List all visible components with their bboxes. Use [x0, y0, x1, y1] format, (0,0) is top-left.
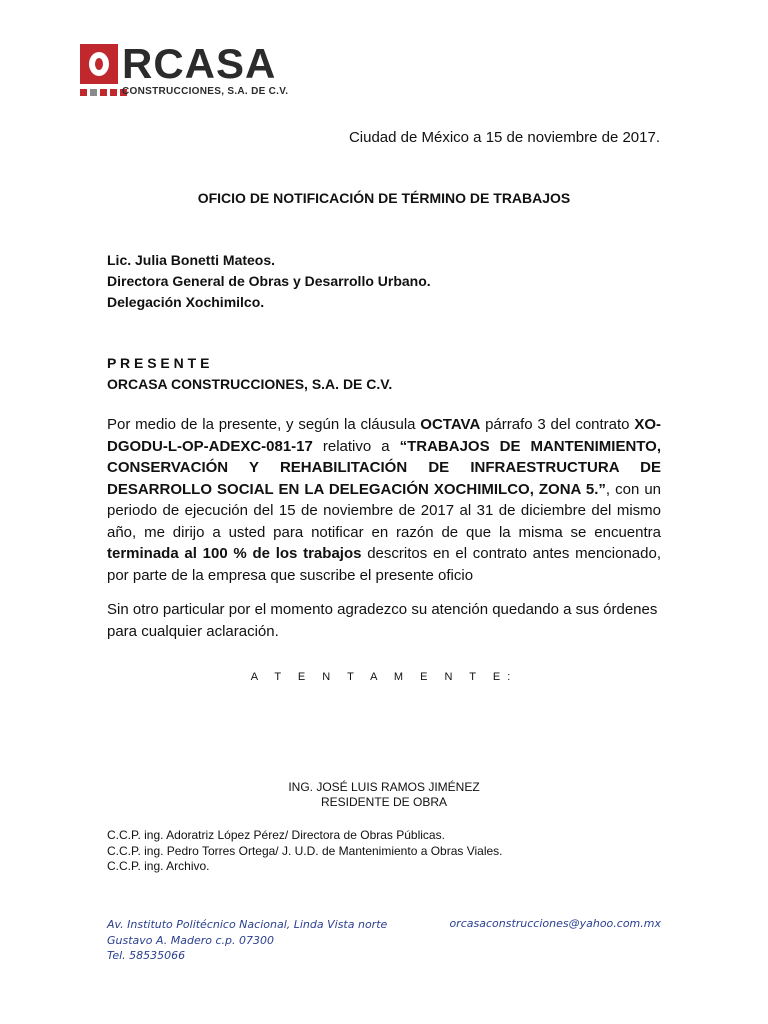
recipient-office: Delegación Xochimilco. [107, 294, 265, 310]
body-paragraph [107, 414, 661, 586]
recipient-position: Directora General de Obras y Desarrollo Urbano. [107, 273, 431, 289]
body-text-segment: párrafo 3 del contrato [480, 416, 635, 433]
ccp-list [107, 828, 503, 875]
footer-email: orcasaconstrucciones@yahoo.com.mx [449, 917, 661, 930]
footer-address-line1: Av. Instituto Politécnico Nacional, Linda Vista norte [107, 918, 388, 931]
signature-block [0, 780, 768, 810]
letter-date: Ciudad de México a 15 de noviembre de 2017. [348, 129, 660, 146]
atentamente-heading: A T E N T A M E N T E: [250, 671, 518, 683]
logo-subtitle: CONSTRUCCIONES, S.A. DE C.V. [122, 86, 289, 97]
logo-o-icon [80, 44, 118, 84]
recipient-block [107, 250, 431, 313]
presente-block [107, 353, 392, 395]
body-text-segment: , con un periodo de ejecución del 15 de noviembre de 2017 al 31 de diciembre del mismo año, me dirijo a usted para notificar en razón de que la misma se encuentra [107, 480, 662, 541]
recipient-name: Lic. Julia Bonetti Mateos. [107, 252, 276, 268]
company-name: ORCASA CONSTRUCCIONES, S.A. DE C.V. [107, 376, 393, 392]
project-title: “TRABAJOS DE MANTENIMIENTO, CONSERVACIÓN Y REHABILITACIÓN DE INFRAESTRUCTURA DE DESARROLLO SOCIAL EN LA DELEGACIÓN XOCHIMILCO, ZONA 5.” [107, 437, 662, 498]
body-text-segment: descritos en el contrato antes mencionado, por parte de la empresa que suscribe el presente oficio [107, 545, 661, 584]
contract-number: XO-DGODU-L-OP-ADEXC-081-17 [107, 416, 661, 455]
presente-heading: P R E S E N T E [107, 355, 210, 371]
footer-phone: Tel. 58535066 [107, 949, 186, 962]
logo-squares [80, 89, 127, 96]
completion-statement: terminada al 100 % de los trabajos [107, 545, 362, 562]
ccp-item: C.C.P. ing. Archivo. [107, 859, 210, 873]
ccp-item: C.C.P. ing. Pedro Torres Ortega/ J. U.D. de Mantenimiento a Obras Viales. [107, 843, 503, 858]
clause-name: OCTAVA [420, 416, 481, 433]
footer-address-line2: Gustavo A. Madero c.p. 07300 [107, 933, 274, 947]
company-logo [80, 40, 300, 100]
signer-title: RESIDENTE DE OBRA [320, 795, 448, 809]
ccp-item: C.C.P. ing. Adoratriz López Pérez/ Directora de Obras Públicas. [107, 828, 445, 842]
closing-paragraph: Sin otro particular por el momento agradezco su atención quedando a sus órdenes para cualquier aclaración. [107, 601, 658, 640]
letter-subject: OFICIO DE NOTIFICACIÓN DE TÉRMINO DE TRABAJOS [197, 190, 571, 206]
logo-wordmark: RCASA [122, 40, 277, 87]
footer-address [107, 917, 387, 964]
body-text-segment: Por medio de la presente, y según la cláusula [107, 416, 421, 433]
signer-name: ING. JOSÉ LUIS RAMOS JIMÉNEZ [288, 780, 480, 794]
body-text-segment: relativo a [312, 437, 400, 455]
